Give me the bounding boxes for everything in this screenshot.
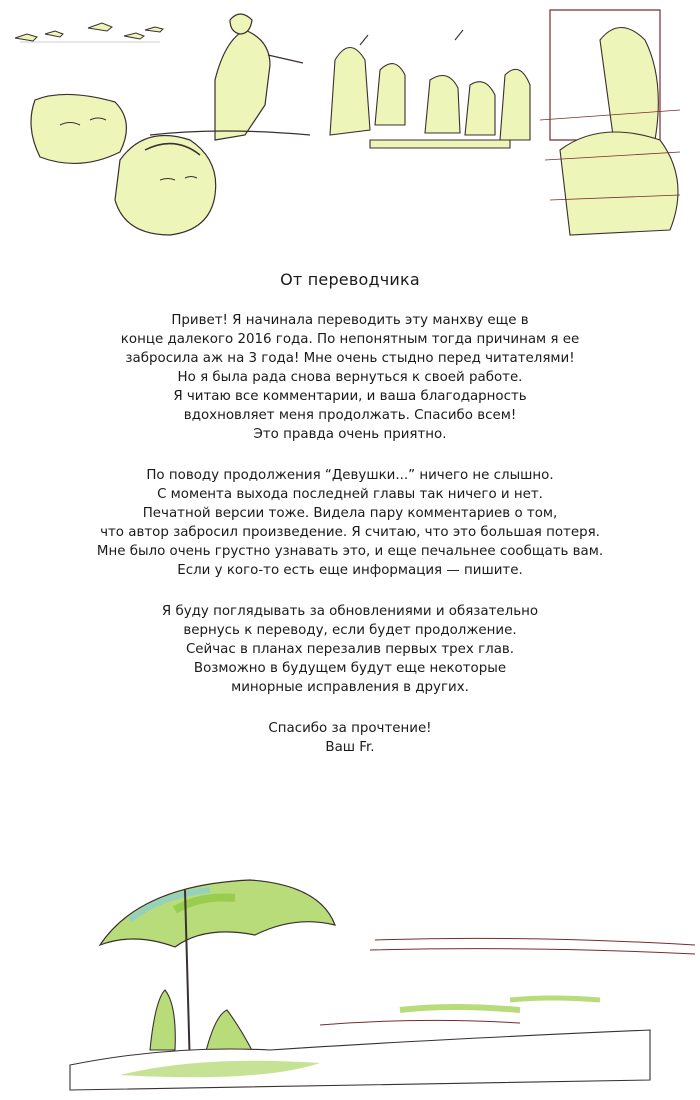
note-line: что автор забросил произведение. Я считаю, что это большая потеря. [100,525,600,540]
standing-figure [150,14,310,140]
window-figures [540,10,680,235]
signature: Ваш Fr. [325,740,375,755]
ducks-sketch [15,23,163,42]
note-title: От переводчика [280,270,420,289]
note-line: забросила аж на 3 года! Мне очень стыдно перед читателями! [125,351,575,366]
note-line: Привет! Я начинала переводить эту манхву еще в [171,313,529,328]
note-line: Мне было очень грустно узнавать это, и еще печальнее сообщать вам. [96,544,604,559]
note-line: Но я была рада снова вернуться к своей работе. [177,370,523,385]
note-line: Печатной версии тоже. Видела пару комментариев о том, [142,506,558,521]
note-line: Возможно в будущем будут еще некоторые [193,661,507,676]
note-line: Это правда очень приятно. [253,427,447,442]
paragraph-signoff [40,719,660,757]
note-line: По поводу продолжения “Девушки...” ничего не слышно. [146,468,554,483]
paragraph-greeting [40,311,660,444]
note-line: Я буду поглядывать за обновлениями и обязательно [161,604,539,619]
paragraph-continuation [40,466,660,580]
translator-note [40,270,660,779]
note-line: Спасибо за прочтение! [268,721,432,736]
note-line: вернусь к переводу, если будет продолжение. [183,623,517,638]
note-line: С момента выхода последней главы так ничего и нет. [157,487,543,502]
note-line: Я читаю все комментарии, и ваша благодарность [173,389,527,404]
paragraph-plans [40,602,660,697]
boy-portrait [31,94,126,163]
note-line: Сейчас в планах перезалив первых трех глав. [185,642,515,657]
top-illustration [0,0,700,245]
note-line: конце далекого 2016 года. По непонятным тогда причинам я ее [120,332,580,347]
note-line: минорные исправления в других. [231,680,469,695]
note-line: вдохновляет меня продолжать. Спасибо всем! [183,408,517,423]
girl-portrait [115,136,216,236]
dinner-table-scene [330,30,530,148]
note-line: Если у кого-то есть еще информация — пишите. [177,563,523,578]
bottom-illustration [0,850,700,1100]
